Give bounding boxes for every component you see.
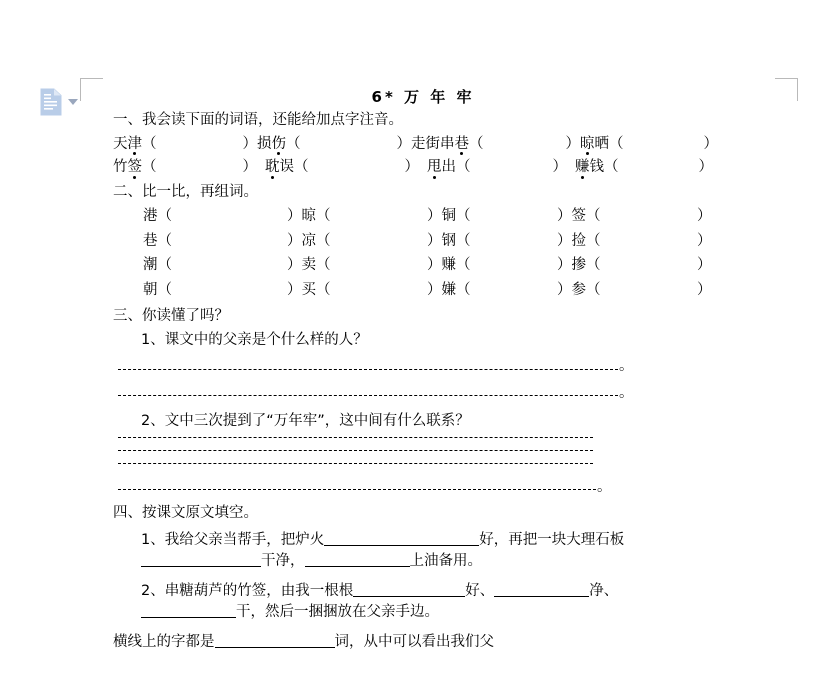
grid-cell: ） 铜 （ xyxy=(427,208,471,224)
grid-cell-close: ） xyxy=(697,281,712,298)
blank-field[interactable] xyxy=(141,551,261,567)
grid-char: 晾 xyxy=(301,208,316,224)
char-dotted: 津 xyxy=(127,135,142,152)
char-dotted: 晾 xyxy=(580,135,595,152)
char: 钱 xyxy=(589,159,604,175)
grid-cell: ） 掺 （ xyxy=(557,257,601,273)
char: 街 xyxy=(425,135,440,152)
fill-text: 净、 xyxy=(589,582,619,599)
fill-text: 上油备用。 xyxy=(409,552,482,569)
fill-item-3 xyxy=(113,632,713,653)
char: 串 xyxy=(440,135,455,152)
char-dotted: 甩 xyxy=(427,159,442,175)
paren-close: ） xyxy=(703,135,718,152)
grid-row xyxy=(143,283,713,298)
worksheet-content xyxy=(113,88,718,653)
word-text xyxy=(265,160,294,175)
char: 出 xyxy=(441,159,456,175)
grid-char: 朝 xyxy=(143,281,158,298)
grid-cell: 港 （ xyxy=(143,208,172,224)
char-dotted: 耽 xyxy=(265,159,280,175)
blank-field[interactable] xyxy=(215,632,335,648)
paren-open: （ xyxy=(286,135,301,152)
section-heading-2: 二、比一比，再组词。 xyxy=(113,183,258,200)
fill-text: 干净， xyxy=(261,552,305,569)
char-dotted: 伤 xyxy=(271,135,286,152)
word-entry xyxy=(265,160,419,175)
paren-close: ） xyxy=(242,135,257,152)
page-corner-mark-top-left xyxy=(80,78,103,101)
question-1-prompt: 1、课文中的父亲是个什么样的人？ xyxy=(141,331,368,348)
grid-cell: 巷 （ xyxy=(143,232,172,249)
grid-char: 卖 xyxy=(301,257,316,273)
answer-dash-line xyxy=(118,489,596,490)
paren-open: （ xyxy=(469,135,484,152)
chevron-down-icon[interactable] xyxy=(68,99,78,105)
grid-cell-close: ） xyxy=(697,232,712,249)
grid-char: 买 xyxy=(301,281,316,298)
grid-char: 签 xyxy=(571,208,586,224)
answer-dash-line xyxy=(118,450,593,451)
word-text xyxy=(113,137,142,152)
word-entry xyxy=(427,160,567,175)
char: 天 xyxy=(113,135,128,152)
grid-cell-close: ） xyxy=(697,208,712,224)
answer-end-mark: 。 xyxy=(597,478,612,495)
fill-item-1 xyxy=(113,530,713,572)
grid-cell: ） 嫌 （ xyxy=(427,281,471,298)
answer-line[interactable] xyxy=(113,441,713,442)
fill-text: 好，再把一块大理石板 xyxy=(479,531,625,548)
paren-close: ） xyxy=(698,159,713,175)
grid-cell: ） 晾 （ xyxy=(287,208,331,224)
grid-char: 嫌 xyxy=(441,281,456,298)
fill-text: 干，然后一捆捆放在父亲手边。 xyxy=(236,603,439,620)
answer-dash-line xyxy=(118,437,593,438)
answer-line[interactable] xyxy=(113,467,713,468)
blank-field[interactable] xyxy=(305,551,410,567)
char-dotted: 签 xyxy=(127,159,142,175)
grid-char: 参 xyxy=(571,281,586,298)
blank-field[interactable] xyxy=(494,581,589,597)
grid-cell-close: ） xyxy=(697,257,712,273)
paren-open: （ xyxy=(142,135,157,152)
grid-cell: ） 买 （ xyxy=(287,281,331,298)
grid-char: 巷 xyxy=(143,232,158,249)
answer-line[interactable] xyxy=(113,386,713,401)
grid-row xyxy=(143,234,713,249)
fill-text: 好、 xyxy=(465,582,495,599)
char-dotted: 赚 xyxy=(575,159,590,175)
grid-cell: ） 参 （ xyxy=(557,281,601,298)
grid-char: 潮 xyxy=(143,257,158,273)
blank-field[interactable] xyxy=(324,530,479,546)
paren-close: ） xyxy=(242,159,257,175)
answer-dash-line xyxy=(118,463,593,464)
answer-line[interactable] xyxy=(113,359,713,374)
char: 损 xyxy=(257,135,272,152)
word-text xyxy=(427,160,456,175)
word-text xyxy=(575,160,604,175)
word-entry xyxy=(575,160,713,175)
page-corner-mark-top-right xyxy=(775,78,798,101)
answer-line[interactable] xyxy=(113,454,713,455)
blank-field[interactable] xyxy=(141,602,236,618)
paren-open: （ xyxy=(456,159,471,175)
char-dotted: 巷 xyxy=(454,135,469,152)
grid-row xyxy=(143,209,713,224)
compare-grid xyxy=(113,209,713,297)
word-text xyxy=(113,160,142,175)
grid-char: 掺 xyxy=(571,257,586,273)
grid-cell: ） 签 （ xyxy=(557,208,601,224)
grid-cell: ） 卖 （ xyxy=(287,257,331,273)
fill-text: 词，从中可以看出我们父 xyxy=(334,633,494,650)
word-entry xyxy=(113,160,257,175)
question-2-prompt: 2、文中三次提到了“万年牢”，这中间有什么联系？ xyxy=(141,413,470,429)
fill-item-2 xyxy=(113,581,713,623)
grid-cell: 朝 （ xyxy=(143,281,172,298)
grid-char: 铜 xyxy=(441,208,456,224)
grid-cell: 潮 （ xyxy=(143,257,172,273)
section-heading-1: 一、我会读下面的词语，还能给加点字注音。 xyxy=(113,112,403,128)
answer-dash-line xyxy=(118,369,618,370)
word-text xyxy=(580,137,609,152)
char: 晒 xyxy=(594,135,609,152)
fill-text: 1、我给父亲当帮手，把炉火 xyxy=(141,531,325,548)
char: 走 xyxy=(411,135,426,152)
answer-end-mark: 。 xyxy=(619,384,634,401)
section-heading-3: 三、你读懂了吗？ xyxy=(113,308,229,324)
grid-char: 捡 xyxy=(571,232,586,249)
paren-close: ） xyxy=(404,159,419,175)
word-entry xyxy=(113,137,257,152)
char: 竹 xyxy=(113,159,128,175)
grid-char: 钢 xyxy=(441,232,456,249)
word-entry xyxy=(257,137,411,152)
page-title: 6* 万 年 牢 xyxy=(371,88,475,106)
document-icon xyxy=(40,88,62,116)
paren-close: ） xyxy=(552,159,567,175)
blank-field[interactable] xyxy=(353,581,465,597)
word-entry xyxy=(411,137,580,152)
paren-close: ） xyxy=(396,135,411,152)
paren-open: （ xyxy=(294,159,309,175)
document-thumbnail-widget[interactable] xyxy=(40,88,78,116)
grid-cell: ） 捡 （ xyxy=(557,232,601,249)
word-row-2 xyxy=(113,160,713,175)
word-row-1 xyxy=(113,135,718,152)
grid-cell: ） 凉 （ xyxy=(287,232,331,249)
fill-text: 横线上的字都是 xyxy=(113,633,215,650)
paren-open: （ xyxy=(142,159,157,175)
word-entry xyxy=(580,137,718,152)
char: 误 xyxy=(279,159,294,175)
section-heading-4: 四、按课文原文填空。 xyxy=(113,505,258,521)
word-text xyxy=(411,137,469,152)
paren-open: （ xyxy=(609,135,624,152)
answer-line[interactable] xyxy=(113,480,713,495)
grid-char: 凉 xyxy=(301,232,316,249)
grid-cell: ） 赚 （ xyxy=(427,257,471,273)
grid-row xyxy=(143,258,713,273)
answer-dash-line xyxy=(118,395,618,396)
paren-open: （ xyxy=(604,159,619,175)
answer-end-mark: 。 xyxy=(619,358,634,374)
paren-close: ） xyxy=(565,135,580,152)
word-text xyxy=(257,137,286,152)
grid-char: 港 xyxy=(143,208,158,224)
grid-char: 赚 xyxy=(441,257,456,273)
grid-cell: ） 钢 （ xyxy=(427,232,471,249)
fill-text: 2、串糖葫芦的竹签，由我一根根 xyxy=(141,582,354,599)
